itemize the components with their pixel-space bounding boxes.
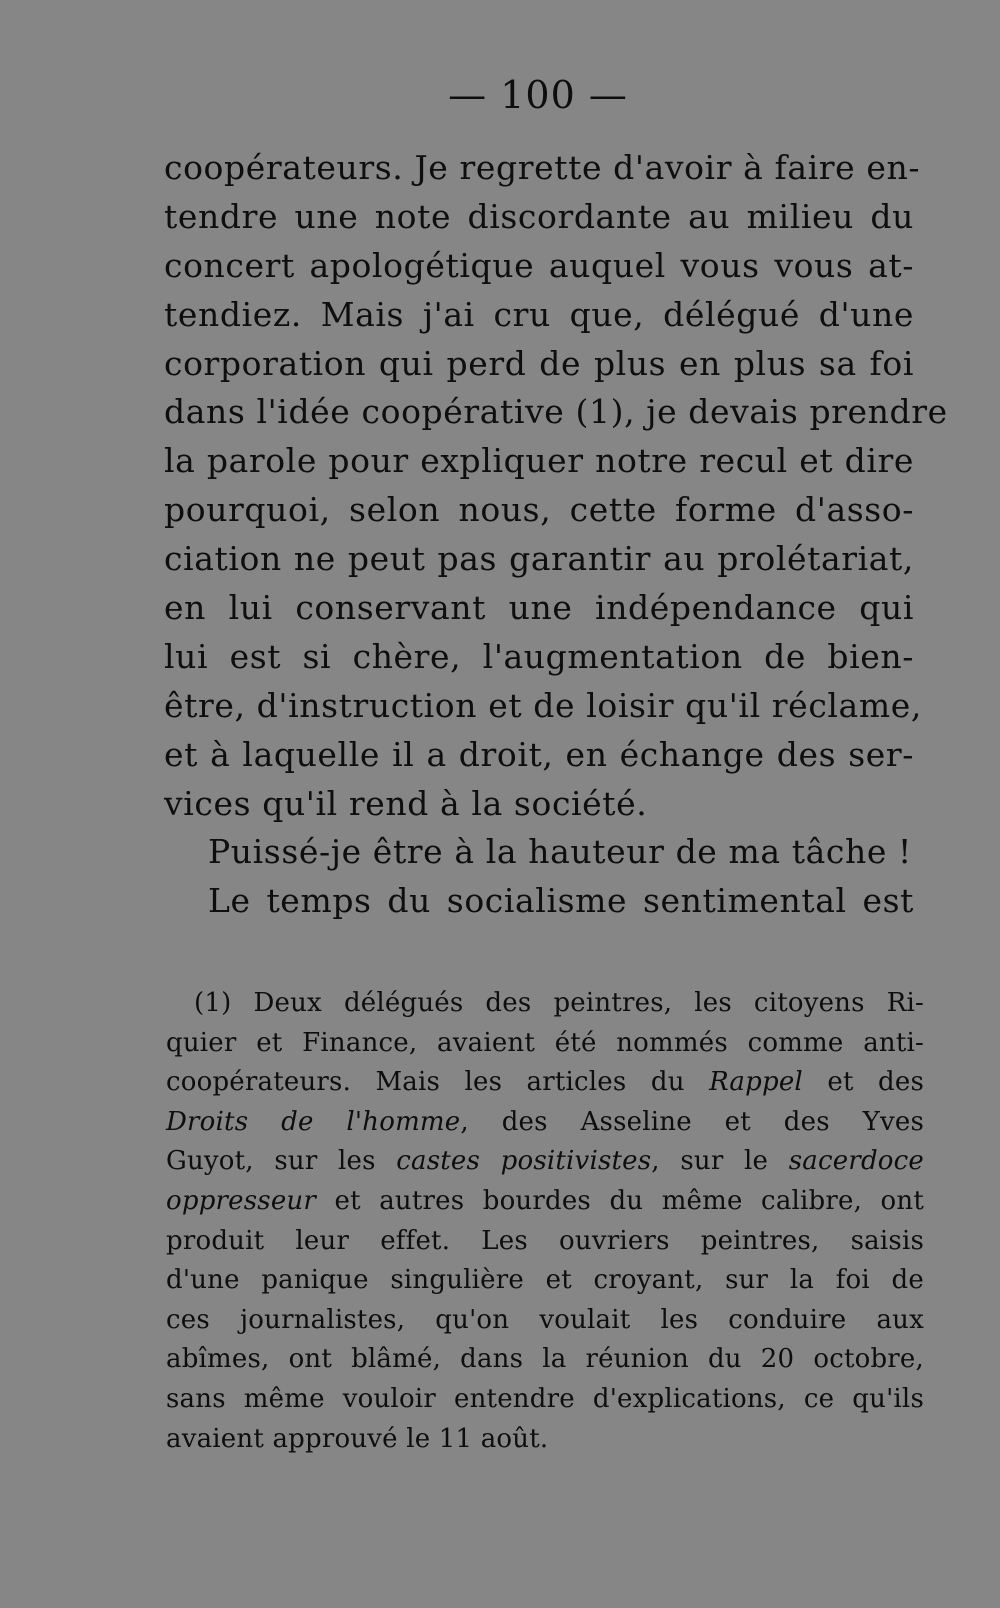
emphasis-text: oppresseur xyxy=(166,1185,317,1216)
body-line: dans l'idée coopérative (1), je devais prendre xyxy=(164,392,948,432)
body-line: lui est si chère, l'augmentation de bien- xyxy=(164,636,914,676)
footnote-line xyxy=(166,1142,924,1182)
emphasis-text: sacerdoce xyxy=(788,1146,924,1177)
body-line: Puissé-je être à la hauteur de ma tâche ! xyxy=(208,832,912,872)
body-line: la parole pour expliquer notre recul et dire xyxy=(164,441,914,481)
body-line: coopérateurs. Je regrette d'avoir à faire en- xyxy=(164,148,921,187)
footnote-line: produit leur effet. Les ouvriers peintres, saisis xyxy=(166,1225,924,1256)
footnote-text: , des Asseline et des Yves xyxy=(460,1106,924,1137)
newspaper-title: Droits de l'homme xyxy=(166,1106,461,1137)
body-line: concert apologétique auquel vous vous at- xyxy=(164,245,914,285)
body-line: tendiez. Mais j'ai cru que, délégué d'une xyxy=(164,294,914,334)
footnote-line: d'une panique singulière et croyant, sur la foi de xyxy=(166,1265,924,1296)
body-line: pourquoi, selon nous, cette forme d'asso- xyxy=(164,490,914,530)
body-line: en lui conservant une indépendance qui xyxy=(164,588,914,628)
footnote-line: sans même vouloir entendre d'explications, ce qu'ils xyxy=(166,1383,924,1414)
footnote-text: Guyot, sur les xyxy=(166,1146,397,1177)
body-line: ciation ne peut pas garantir au prolétariat, xyxy=(164,539,914,579)
body-line: être, d'instruction et de loisir qu'il réclame, xyxy=(164,685,922,725)
newspaper-title: Rappel xyxy=(709,1067,803,1098)
footnote-line xyxy=(166,1063,924,1103)
footnote-line: ces journalistes, qu'on voulait les conduire aux xyxy=(166,1304,924,1335)
footnote-text: et autres bourdes du même calibre, ont xyxy=(316,1185,924,1216)
body-line: vices qu'il rend à la société. xyxy=(164,783,648,823)
footnote-line: (1) Deux délégués des peintres, les citoyens Ri- xyxy=(194,988,924,1018)
body-line: corporation qui perd de plus en plus sa foi xyxy=(164,343,914,383)
page-number: — 100 — xyxy=(448,73,628,117)
body-line: Le temps du socialisme sentimental est xyxy=(208,881,914,921)
footnote-line xyxy=(166,1182,924,1222)
footnote-line: avaient approuvé le 11 août. xyxy=(166,1423,549,1454)
emphasis-text: castes positivistes xyxy=(396,1146,652,1177)
body-text xyxy=(164,144,948,926)
footnote-line: abîmes, ont blâmé, dans la réunion du 20 octobre, xyxy=(166,1344,924,1375)
footnote xyxy=(166,984,924,1459)
footnote-line xyxy=(166,1103,924,1143)
footnote-text: , sur le xyxy=(651,1146,789,1177)
body-line: et à laquelle il a droit, en échange des ser- xyxy=(164,734,914,774)
footnote-text: et des xyxy=(802,1067,924,1098)
body-line: tendre une note discordante au milieu du xyxy=(164,196,914,236)
footnote-text: coopérateurs. Mais les articles du xyxy=(166,1067,710,1098)
footnote-line: quier et Finance, avaient été nommés comme anti- xyxy=(166,1027,924,1058)
